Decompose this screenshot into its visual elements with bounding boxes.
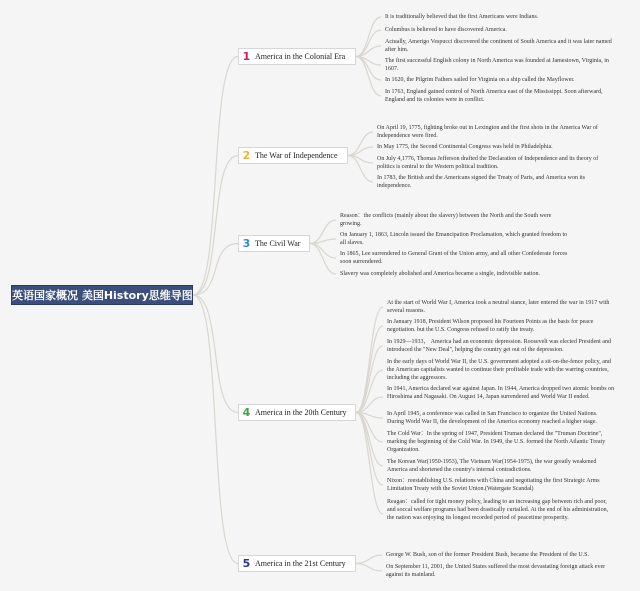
leaf-note[interactable]: In 1763, England gained control of North America east of the Mississippi. Soon afterward, England and its colonies were in conflict. (385, 89, 603, 103)
branch-topic-3[interactable] (238, 235, 310, 252)
branch-topic-2[interactable] (238, 147, 348, 164)
leaf-note[interactable]: Columbus is believed to have discovered America. (385, 27, 507, 33)
leaf-note[interactable]: Slavery was completely abolished and America became a single, indivisible nation. (340, 271, 540, 277)
leaf-note[interactable]: In 1783, the British and the Americans signed the Treaty of Paris, and America won its independence. (377, 175, 586, 189)
branch-topic-1[interactable] (238, 48, 356, 65)
root-topic[interactable]: 英语国家概况 美国History思维导图 (11, 285, 193, 305)
branch-topic-5[interactable] (238, 555, 356, 572)
branch-number: 3 (242, 237, 251, 250)
leaf-note[interactable]: The Korean War(1950-1953), The Vietnam War(1954-1975), the war greatly weakened America and shortened the country's internal contradictions. (387, 459, 597, 473)
branch-title: The War of Independence (255, 151, 338, 160)
leaf-note[interactable]: On April 19, 1775, fighting broke out in Lexington and the first shots in the America War of Independence were fired. (377, 125, 598, 139)
leaf-note[interactable]: At the start of World War I, America took a neutral stance, later entered the war in 1917 with several reasons. (387, 300, 610, 314)
leaf-note[interactable]: It is traditionally believed that the first Americans were Indians. (385, 14, 539, 20)
leaf-note[interactable]: On January 1, 1863, Lincoln issued the Emancipation Proclamation, which granted freedom to all slaves. (340, 232, 568, 246)
branch-topic-4[interactable] (238, 404, 356, 421)
leaf-note[interactable]: On July 4,1776, Thomas Jefferson drafted the Declaration of Independence and its theory of politics is central to the Western political tradition. (377, 156, 599, 170)
branch-number: 5 (242, 557, 251, 570)
leaf-note[interactable]: The Cold War：In the spring of 1947, President Truman declared the "Truman Doctrine", marking the beginning of the Cold War. In 1949, the U.S. formed the North Atlantic Treaty Organization. (387, 431, 606, 453)
leaf-note[interactable]: In the early days of World War II, the U.S. government adopted a sit-on-the-fence policy, and the American capitalists wanted to continue their profitable trade with the warring countries, including the aggressors. (387, 359, 611, 381)
leaf-note[interactable]: George W. Bush, son of the former President Bush, became the President of the U.S. (386, 552, 590, 558)
leaf-note[interactable]: In May 1775, the Second Continental Congress was held in Philadelphia. (377, 144, 553, 150)
leaf-note[interactable]: Actually, Amerigo Vespucci discovered the continent of South America and it was later named after him. (385, 39, 612, 53)
branch-number: 1 (242, 50, 251, 63)
branch-title: America in the Colonial Era (255, 52, 346, 61)
branch-number: 4 (242, 406, 251, 419)
branch-title: America in the 21st Century (255, 559, 346, 568)
leaf-note[interactable]: In 1620, the Pilgrim Fathers sailed for Virginia on a ship called the Mayflower. (385, 77, 575, 83)
leaf-note[interactable]: The first successful English colony in North America was founded at Jamestown, Virginia, in 1607. (385, 58, 609, 72)
leaf-note[interactable]: In 1929—1933， America had an economic depression. Roosevelt was elected President and introduced the "New Deal", helping the country get out of the depression. (387, 339, 611, 353)
leaf-note[interactable]: In 1865, Lee surrendered to General Grant of the Union army, and all other Confederate forces soon surrendered. (340, 251, 568, 265)
leaf-note[interactable]: In April 1945, a conference was called in San Francisco to organize the United Nations. During World War II, the development of the America economy reached a higher stage. (387, 411, 598, 425)
leaf-note[interactable]: In 1941, America declared war against Japan. In 1944, America dropped two atomic bombs on Hiroshima and Nagasaki. On August 14, Japan surrendered and World War II ended. (387, 386, 615, 400)
leaf-note[interactable]: Reason：the conflicts (mainly about the slavery) between the North and the South were growing. (340, 213, 552, 227)
leaf-note[interactable]: Reagan：called for tight money policy, leading to an increasing gap between rich and poor, and soccal welfare programs had been drastically curtailed. At the end of his administration, the nation was enjoying its longest recorded period of peacetime prosperity. (387, 499, 609, 521)
branch-number: 2 (242, 149, 251, 162)
leaf-note[interactable]: In January 1918, President Wilson proposed his Fourteen Points as the basis for peace negotiation. but the U.S. Congress refused to ratify the treaty. (387, 319, 594, 333)
branch-title: America in the 20th Century (255, 408, 347, 417)
branch-title: The Civil War (255, 239, 301, 248)
leaf-note[interactable]: Nixon：reestablishing U.S. relations with China and negotiating the first Strategic Arms Limitation Treaty with the Soviet Union.(Watergate Scandal) (387, 478, 600, 492)
leaf-note[interactable]: On September 11, 2001, the United States suffered the most devastating foreign attack ever against its mainland. (386, 564, 606, 578)
